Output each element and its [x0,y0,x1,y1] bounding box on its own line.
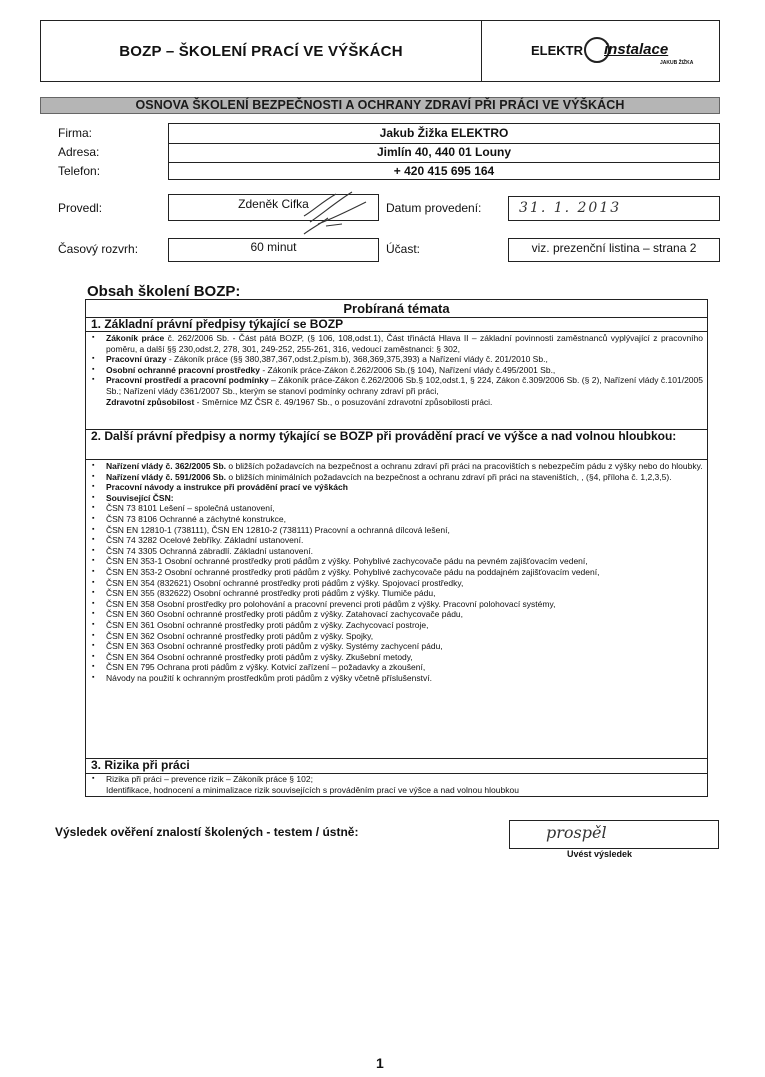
topic-item-text: - Zákoník práce (§§ 380,387,367,odst.2,písm.b), 368,369,375,393) a Nařízení vlády č. 201/2010 Sb., [166,354,548,365]
topic-item [86,774,707,785]
logo-owner: JAKUB ŽIŽKA [660,60,694,66]
topic-item [86,620,707,631]
company-logo [528,35,718,69]
topic-item [86,556,707,567]
topic-item [86,652,707,663]
topic-item [86,397,707,408]
trainer-signature [300,188,372,236]
topic-item-text: ČSN EN 358 Osobní prostředky pro polohování a pracovní prevenci proti pádům z výšky. Pracovní polohovací systémy, [106,598,556,609]
topic-item-text: - Zákoník práce-Zákon č.262/2006 Sb.(§ 104), Nařízení vlády č.495/2001 Sb., [259,364,556,375]
topic-item [86,535,707,546]
ucast-label: Účast: [386,242,421,256]
topic-item [86,482,707,493]
topic-item-text: ČSN EN 360 Osobní ochranné prostředky proti pádům z výšky. Zatahovací zachycovače pádu, [106,609,464,620]
logo-text-elektr: ELEKTR [531,43,583,58]
topic-item-bold: Nařízení vlády č. 362/2005 Sb. [106,461,227,471]
logo-text-instalace: instalace [604,41,669,58]
topic-item-bold: Osobní ochranné pracovní prostředky [106,364,260,375]
topic-item-text: ČSN EN 353-1 Osobní ochranné prostředky proti pádům z výšky. Pohyblivé zachycovače pádu na pevném zajišťovacím vedení, [106,556,588,567]
topic-item-bold: Zákoník práce [106,333,165,343]
topic-item-bold: Pracovní úrazy [106,354,167,365]
topic-item-text: - Směrnice MZ ČSR č. 49/1967 Sb., o posuzování zdravotní způsobilosti práci. [194,396,493,407]
document-header [40,20,720,82]
provedl-value: Zdeněk Cifka [238,197,309,211]
topic-item-text: ČSN EN 361 Osobní ochranné prostředky proti pádům z výšky. Zachycovací postroje, [106,619,429,630]
topic-item-text: ČSN EN 363 Osobní ochranné prostředky proti pádům z výšky. Systémy zachycení pádu, [106,641,443,652]
rozvrh-field [168,238,379,262]
topic-item-text: ČSN EN 364 Osobní ochranné prostředky proti pádům z výšky. Zkušební metody, [106,651,413,662]
adresa-label: Adresa: [58,145,100,159]
topic-item-text: ČSN 73 8106 Ochranné a záchytné konstrukce, [106,513,287,524]
rozvrh-label: Časový rozvrh: [58,242,139,256]
topic-item [86,578,707,589]
topic-item [86,673,707,684]
topic-item [86,609,707,620]
datum-value: 31. 1. 2013 [519,200,622,216]
topic-item [86,785,707,796]
page-number: 1 [376,1055,384,1071]
section-3-items [86,774,707,795]
topic-item [86,525,707,536]
adresa-value: Jimlín 40, 440 01 Louny [169,143,719,163]
topic-item-text: ČSN EN 353-2 Osobní ochranné prostředky proti pádům z výšky. Pohyblivé zachycovače pádu na poddajném zajišťovacím vedení, [106,566,600,577]
document-title: BOZP – ŠKOLENÍ PRACÍ VE VÝŠKÁCH [119,43,403,60]
topic-item-text: Návody na použití k ochranným prostředkům proti pádům z výšky včetně příslušenství. [106,672,432,683]
topic-item [86,472,707,483]
ucast-value: viz. prezenční listina – strana 2 [531,241,697,255]
topic-item [86,333,707,354]
topic-item [86,631,707,642]
topic-item-text: ČSN EN 354 (832621) Osobní ochranné prostředky proti pádům z výšky. Spojovací prostředky, [106,577,464,588]
topic-item [86,461,707,472]
topic-item-bold: Pracovní návody a instrukce při provádění prací ve výškách [106,482,348,493]
datum-label: Datum provedení: [386,201,482,215]
section-1-items [86,333,707,407]
content-heading: Obsah školení BOZP: [87,283,241,300]
topic-item [86,546,707,557]
section-2-items [86,461,707,683]
topic-item [86,365,707,376]
firm-info-table [168,123,720,180]
topic-item-bold: Pracovní prostředí a pracovní podmínky [106,375,269,386]
section-2-title: 2. Další právní předpisy a normy týkající se BOZP při provádění prací ve výšce a nad volnou hloubkou: [91,429,677,443]
topic-item-text: ČSN EN 355 (832622) Osobní ochranné prostředky proti pádům z výšky. Tlumiče pádu, [106,588,436,599]
section-2-title-divider [86,459,707,460]
firma-label: Firma: [58,126,92,140]
topic-item-bold: Související ČSN: [106,492,174,503]
topic-item [86,375,707,396]
header-divider [481,21,482,81]
result-note: Uvést výsledek [567,849,633,859]
topic-item [86,641,707,652]
firma-value: Jakub Žižka ELEKTRO [169,124,719,144]
section-1-title: 1. Základní právní předpisy týkající se BOZP [86,318,707,332]
topic-item [86,588,707,599]
ucast-field [508,238,720,262]
rozvrh-value: 60 minut [250,240,297,254]
topic-item [86,567,707,578]
topic-item [86,514,707,525]
topic-item-text: o bližších minimálních požadavcích na bezpečnost a ochranu zdraví při práci na staveništích, , (§4, příloha č. 1,2,3,5). [226,471,672,482]
topics-table [85,299,708,797]
result-box [509,820,719,849]
topic-item [86,354,707,365]
topic-item [86,493,707,504]
topic-item-text: Identifikace, hodnocení a minimalizace rizik souvisejících s prováděním prací ve výšce a nad volnou hloubkou [106,784,519,795]
topic-item-text: ČSN EN 12810-1 (738111), ČSN EN 12810-2 (738111) Pracovní a ochranná dílcová lešení, [106,524,450,535]
topic-item-text: o bližších požadavcích na bezpečnost a ochranu zdraví při práci na pracovištích s nebezpečím pádu z výšky nebo do hloubky. [226,461,703,471]
telefon-label: Telefon: [58,164,101,178]
result-value: prospěl [546,823,607,842]
topic-item [86,599,707,610]
outline-banner: OSNOVA ŠKOLENÍ BEZPEČNOSTI A OCHRANY ZDRAVÍ PŘI PRÁCI VE VÝŠKÁCH [40,97,720,114]
topic-item-text: č. 262/2006 Sb. - Část pátá BOZP, (§ 106, 108,odst.1), Část třináctá Hlava II – základní povinnosti zaměstnanců vyplývající z pracovního poměru, a další §§ 230,odst.2, 278, 301, 249-252, 255-261, 316, vedoucí zaměstnanci: § 302, [106,333,704,354]
topic-item-text: – Zákoník práce-Zákon č.262/2006 Sb.§ 102,odst.1, § 224, Zákon č.309/2006 Sb. (§ 2), Nařízení vlády č.101/2005 Sb.; Nařízení vlády č361/2007 Sb., kterým se stanoví podmínky ochrany zdraví při práci, [106,375,703,396]
topics-table-header: Probíraná témata [86,300,707,318]
topic-item-text: Rizika při práci – prevence rizik – Zákoník práce § 102; [106,774,313,784]
topic-item-text: ČSN EN 795 Ochrana proti pádům z výšky. Kotvicí zařízení – požadavky a zkoušení, [106,662,426,673]
topic-item-text: ČSN EN 362 Osobní ochranné prostředky proti pádům z výšky. Spojky, [106,630,374,641]
telefon-value: + 420 415 695 164 [393,164,495,178]
topic-item-text: ČSN 73 8101 Lešení – společná ustanovení, [106,503,275,514]
result-label: Výsledek ověření znalostí školených - testem / ústně: [55,825,359,839]
topic-item-text: ČSN 74 3305 Ochranná zábradlí. Základní ustanovení. [106,545,313,556]
topic-item-text: ČSN 74 3282 Ocelové žebříky. Základní ustanovení. [106,535,304,546]
datum-field [508,196,720,221]
topic-item-bold: Nařízení vlády č. 591/2006 Sb. [106,471,227,482]
provedl-label: Provedl: [58,201,103,215]
topic-item [86,503,707,514]
topic-item-bold: Zdravotní způsobilost [106,396,195,407]
topic-item [86,662,707,673]
section-3-title: 3. Rizika při práci [91,758,190,772]
